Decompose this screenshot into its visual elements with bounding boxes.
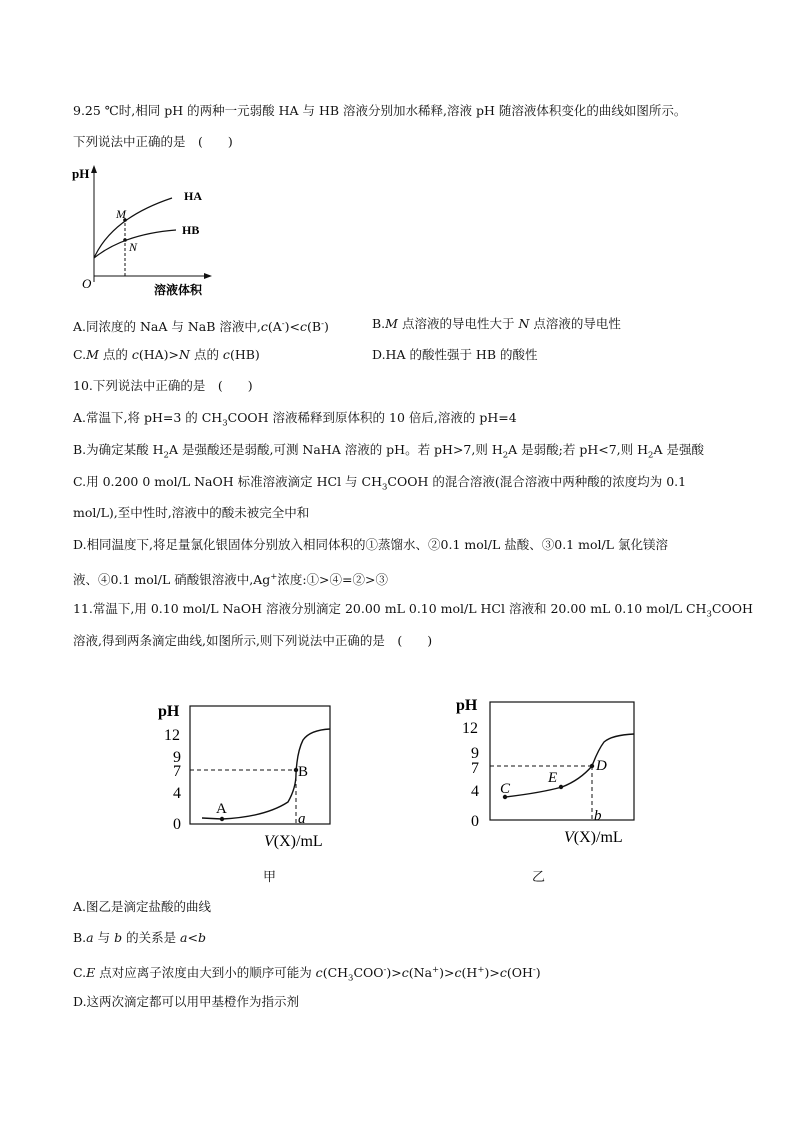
q10-option-d-line1: D.相同温度下,将足量氯化银固体分别放入相同体积的①蒸馏水、②0.1 mol/L 盐酸、③0.1 mol/L 氯化镁溶 <box>73 537 668 552</box>
jia-point-a <box>220 817 224 821</box>
yi-caption: 乙 <box>532 870 546 885</box>
q9-origin-label: O <box>82 276 92 291</box>
q11-option-d: D.这两次滴定都可以用甲基橙作为指示剂 <box>73 994 300 1009</box>
jia-tick-4: 4 <box>173 785 181 802</box>
q10-option-c-line1: C.用 0.200 0 mol/L NaOH 标准溶液滴定 HCl 与 $CH_3COOH$ 的混合溶液(混合溶液中两种酸的浓度均为 0.1 <box>73 474 687 493</box>
q10-stem: 10.下列说法中正确的是 ( ) <box>73 378 253 393</box>
q9-point-n-label: N <box>129 240 138 254</box>
jia-point-b-label: B <box>298 764 309 780</box>
q9-point-n <box>123 238 127 242</box>
yi-x-mark: b <box>594 808 602 824</box>
yi-point-c-label: C <box>500 781 511 797</box>
jia-tick-9: 9 <box>173 749 181 766</box>
jia-tick-7: 7 <box>173 763 181 780</box>
q9-ph-volume-graph <box>70 160 220 300</box>
yi-tick-9: 9 <box>471 745 479 762</box>
q11-stem-line2: 溶液,得到两条滴定曲线,如图所示,则下列说法中正确的是 ( ) <box>73 633 433 648</box>
jia-point-a-label: A <box>216 801 227 817</box>
q11-stem-line1: 11.常温下,用 0.10 mol/L NaOH 溶液分别滴定 20.00 mL 0.10 mol/L HCl 溶液和 20.00 mL 0.10 mol/L $CH_3COOH$ <box>73 601 753 620</box>
q9-y-axis-arrow <box>91 165 97 173</box>
q9-point-m-label: M <box>116 207 126 221</box>
q9-option-c: C.M 点的 c(HA)>N 点的 c(HB) <box>73 347 260 362</box>
yi-point-d <box>590 764 594 768</box>
jia-tick-12: 12 <box>164 727 180 744</box>
q9-x-label: 溶液体积 <box>154 283 203 297</box>
yi-tick-7: 7 <box>471 760 479 777</box>
q11-option-b: B.a 与 b 的关系是 a<b <box>73 930 206 945</box>
jia-x-mark: a <box>298 811 306 827</box>
q9-curve-hb-label: HB <box>182 223 200 237</box>
jia-x-label: V(X)/mL <box>264 833 323 850</box>
q9-stem-line2: 下列说法中正确的是 ( ) <box>73 134 233 149</box>
q9-option-b: B.M 点溶液的导电性大于 N 点溶液的导电性 <box>372 316 621 331</box>
yi-frame <box>490 702 634 820</box>
q10-option-b: B.为确定某酸 $H_2A$ 是强酸还是弱酸,可测 NaHA 溶液的 pH。若 pH>7,则 $H_2A$ 是弱酸;若 pH<7,则 $H_2A$ 是强酸 <box>73 442 704 461</box>
q9-stem-line1: 9.25 ℃时,相同 pH 的两种一元弱酸 HA 与 HB 溶液分别加水稀释,溶液 pH 随溶液体积变化的曲线如图所示。 <box>73 103 687 118</box>
jia-y-label: pH <box>158 703 180 720</box>
q10-option-a: A.常温下,将 pH=3 的 $CH_3COOH$ 溶液稀释到原体积的 10 倍后,溶液的 pH=4 <box>73 410 517 429</box>
q9-x-axis-arrow <box>204 273 212 279</box>
q9-option-a: A.同浓度的 NaA 与 NaB 溶液中,c(A-)<c(B-) <box>73 319 329 335</box>
yi-point-d-label: D <box>596 758 607 774</box>
yi-tick-12: 12 <box>462 720 478 737</box>
jia-frame <box>190 706 330 824</box>
q11-titration-graph-jia <box>150 690 340 855</box>
q10-option-d-line2: 液、④0.1 mol/L 硝酸银溶液中,Ag+浓度:①>④=②>③ <box>73 572 388 588</box>
yi-tick-4: 4 <box>471 783 479 800</box>
yi-point-e <box>559 785 563 789</box>
q11-option-a: A.图乙是滴定盐酸的曲线 <box>73 899 212 914</box>
jia-tick-0: 0 <box>173 816 181 833</box>
q9-option-d: D.HA 的酸性强于 HB 的酸性 <box>372 347 538 362</box>
yi-tick-0: 0 <box>471 813 479 830</box>
q9-curve-ha-label: HA <box>184 189 202 203</box>
yi-point-e-label: E <box>548 770 558 786</box>
q10-option-c-line2: mol/L),至中性时,溶液中的酸未被完全中和 <box>73 505 310 520</box>
yi-y-label: pH <box>456 697 478 714</box>
yi-x-label: V(X)/mL <box>564 829 623 846</box>
q11-titration-graph-yi <box>450 690 650 855</box>
jia-caption: 甲 <box>263 870 277 885</box>
q11-option-c: C.E 点对应离子浓度由大到小的顺序可能为 $c(CH_3COO^-)>c(Na^+)>c(H^+)>c(OH^-)$ <box>73 965 541 984</box>
q9-y-label: pH <box>72 166 90 181</box>
